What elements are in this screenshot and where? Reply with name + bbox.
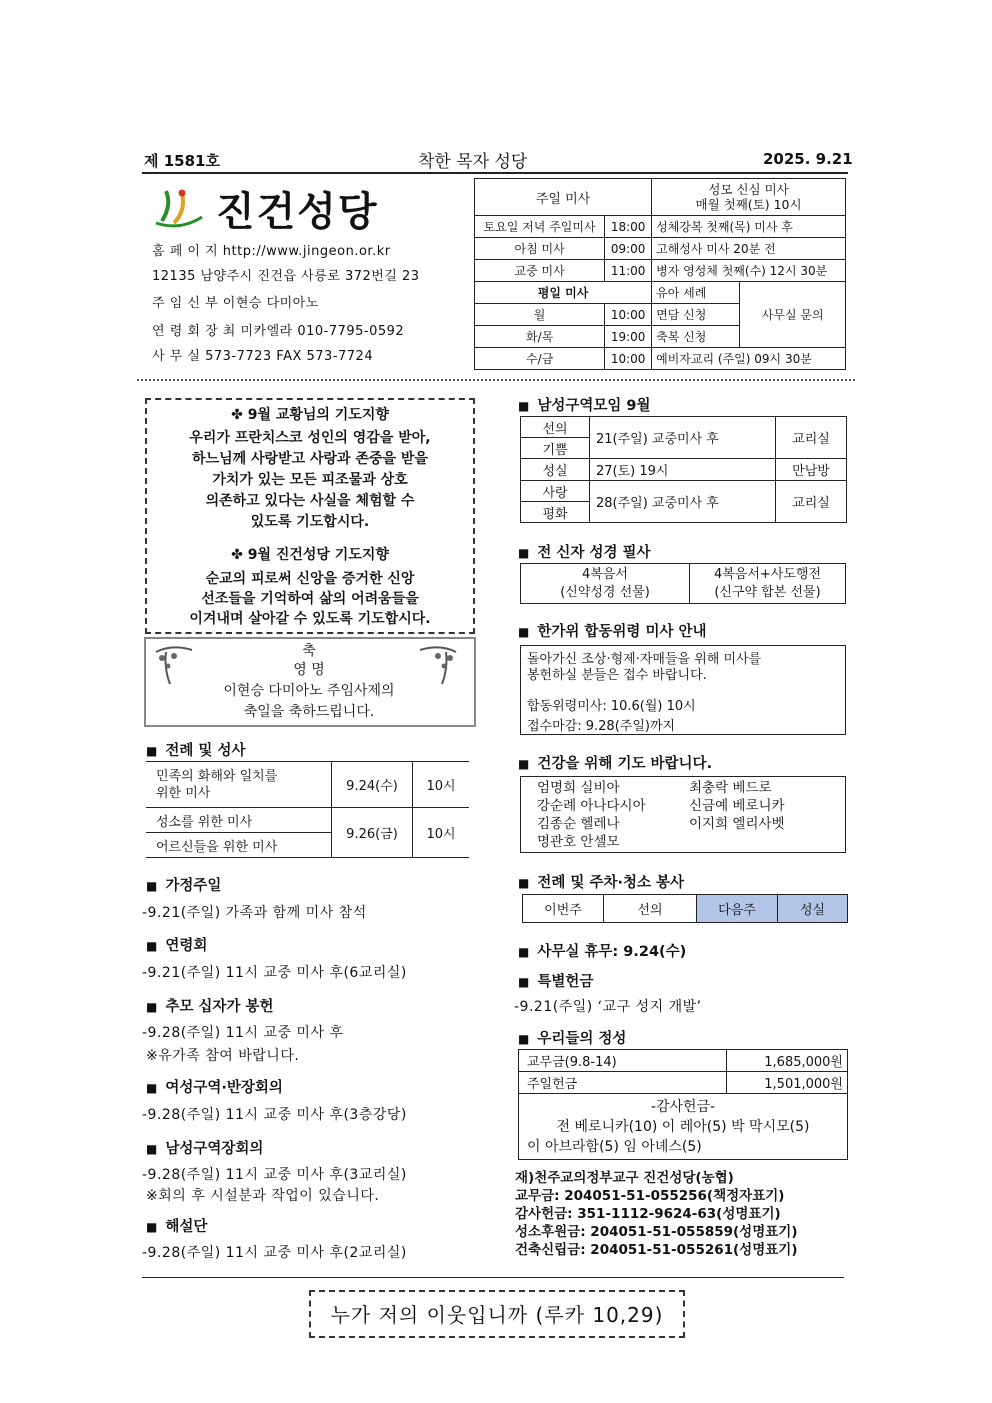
bible-title: ■ 전 신자 성경 필사 [518,541,651,562]
mass-row-note: 성체강복 첫째(목) 미사 후 [652,216,846,238]
weekday-label: 수/금 [475,348,605,370]
church-name: 진건성당 [216,188,379,235]
header-rule [142,172,848,174]
health-names: 엄명희 실비아 최충락 베드로 강순례 아나다시아 신금예 베로니카 김종순 헬레나 이지희 엘리사벳 명관호 안셀모 [537,780,785,850]
feast-line1: 이현승 다미아노 주임사제의 [223,683,395,699]
section-title: ■ 가정주일 [146,874,221,895]
section-title: ■ 연령회 [146,934,207,955]
section-title: ■ 해설단 [146,1215,207,1236]
weekday-time: 10:00 [605,304,652,326]
weekday-note: 예비자교리 (주일) 09시 30분 [652,348,846,370]
section-line: ※회의 후 시설분과 작업이 있습니다. [146,1188,380,1204]
parish-prayer-text: 순교의 피로써 신앙을 증거한 신앙 선조들을 기억하여 삶의 어려움들을 이겨내며 살아갈 수 있도록 기도합시다. [189,571,431,627]
issue-number: 제 1581호 [144,152,220,170]
men-meeting-table: 선의 21(주일) 교중미사 후 교리실 기쁨 성실 27(토) 19시 만남방 사랑 28(주일) 교중미사 후 교리실 평화 [520,416,847,523]
office-phone: 사 무 실 573-7723 FAX 573-7724 [152,349,374,364]
mass-row-note: 고해성사 미사 20분 전 [652,238,846,260]
footer-verse: 누가 저의 이웃입니까 (루카 10,29) [330,1303,664,1327]
mass-row-label: 교중 미사 [475,260,605,282]
weekday-label: 화/목 [475,326,605,348]
section-line: -9.21(주일) 11시 교중 미사 후(6교리실) [142,965,407,981]
section-line: -9.21(주일) 가족과 함께 미사 참석 [142,905,367,921]
hangawi-title: ■ 한가위 합동위령 미사 안내 [518,620,707,641]
service-title: ■ 전례 및 주차·청소 봉사 [518,871,684,892]
offering-table: 교무금(9.8-14) 1,685,000원 주일헌금 1,501,000원 -감사헌금- 전 베로니카(10) 이 레아(5) 박 막시모(5) 이 아브라함(5) 임 아녜스(5) [518,1049,848,1160]
mass-row-label: 아침 미사 [475,238,605,260]
weekday-time: 19:00 [605,326,652,348]
homepage: 홈 페 이 지 http://www.jingeon.or.kr [152,244,391,259]
section-line: -9.28(주일) 11시 교중 미사 후 [142,1025,344,1041]
infant-baptism: 유아 세례 [652,282,740,304]
feast-line2: 축일을 축하드립니다. [243,704,375,720]
bible-table: 4복음서 (신약성경 선물) 4복음서+사도행전 (신구약 합본 선물) [520,563,846,604]
weekday-note: 축복 신청 [652,326,740,348]
mass-row-note: 병자 영성체 첫째(수) 12시 30분 [652,260,846,282]
section-title: ■ 여성구역·반장회의 [146,1076,283,1097]
mass-schedule-table [474,178,846,370]
sunday-mass-header: 주일 미사 [475,179,652,216]
feast-sub: 영 명 [293,662,325,678]
section-title: ■ 추모 십자가 봉헌 [146,995,274,1016]
hangawi-date: 합동위령미사: 10.6(월) 10시 [527,699,696,714]
office-closed: ■ 사무실 휴무: 9.24(수) [518,940,686,961]
section-line: -9.28(주일) 11시 교중 미사 후(2교리실) [142,1245,407,1261]
section-line: -9.28(주일) 11시 교중 미사 후(3교리실) [142,1167,407,1183]
offering-title: ■ 우리들의 정성 [518,1027,626,1048]
address: 12135 남양주시 진건읍 사릉로 372번길 23 [152,269,420,284]
service-table: 이번주 선의 다음주 성실 [522,894,848,923]
hangawi-text: 돌아가신 조상·형제·자매들을 위해 미사를 봉헌하실 분들은 접수 바랍니다. [527,652,762,683]
pope-prayer-text: 우리가 프란치스코 성인의 영감을 받아, 하느님께 사랑받고 사랑과 존중을 받을 가치가 있는 모든 피조물과 상호 의존하고 있다는 사실을 체험할 수 있도록 기도합시다. [189,430,431,530]
footer-rule [142,1277,844,1278]
weekday-note: 면담 신청 [652,304,740,326]
section-title: ■ 남성구역장회의 [146,1137,263,1158]
marian-mass-header: 성모 신심 미사 [708,182,789,197]
weekday-label: 월 [475,304,605,326]
issue-date: 2025. 9.21 [763,150,853,168]
health-title: ■ 건강을 위해 기도 바랍니다. [518,752,712,773]
office-inquiry: 사무실 문의 [740,282,846,348]
liturgy-title: ■ 전례 및 성사 [146,739,245,760]
bank-info: 재)천주교의정부교구 진건성당(농협) 교무금: 204051-51-055256(책정자표기) 감사헌금: 351-1112-9624-63(성명표기) 성소후원금: 204051-51-055859(성명표기) 건축신립금: 204051-51-055261(성명표기) [515,1170,798,1258]
weekday-mass-header: 평일 미사 [475,282,652,304]
marian-mass-sub: 매월 첫째(토) 10시 [695,197,802,212]
mass-row-label: 토요일 저녁 주일미사 [475,216,605,238]
hangawi-deadline: 접수마감: 9.28(주일)까지 [527,719,676,734]
feast-title: 축 [302,643,316,659]
dotted-divider [137,379,855,381]
mass-row-time: 09:00 [605,238,652,260]
parish-prayer-title: ✤ 9월 진건성당 기도지향 [231,547,389,563]
church-logo-icon [152,185,210,229]
liturgy-table: 민족의 화해와 일치를 위한 미사 9.24(수) 10시 성소를 위한 미사 9.26(금) 10시 어르신들을 위한 미사 [146,761,469,858]
council-head: 연 령 회 장 최 미카엘라 010-7795-0592 [152,324,405,339]
pastor: 주 임 신 부 이현승 다미아노 [152,296,319,311]
mass-row-time: 11:00 [605,260,652,282]
section-line: -9.28(주일) 11시 교중 미사 후(3층강당) [142,1107,407,1123]
weekday-time: 10:00 [605,348,652,370]
special-title: ■ 특별헌금 [518,970,593,991]
mass-row-time: 18:00 [605,216,652,238]
men-meeting-title: ■ 남성구역모임 9월 [518,394,651,415]
special-line: -9.21(주일) ‘교구 성지 개발’ [514,999,702,1015]
pope-prayer-title: ✤ 9월 교황님의 기도지향 [231,407,389,423]
section-line: ※유가족 참여 바랍니다. [146,1048,300,1064]
parish-slogan: 착한 목자 성당 [418,152,528,172]
